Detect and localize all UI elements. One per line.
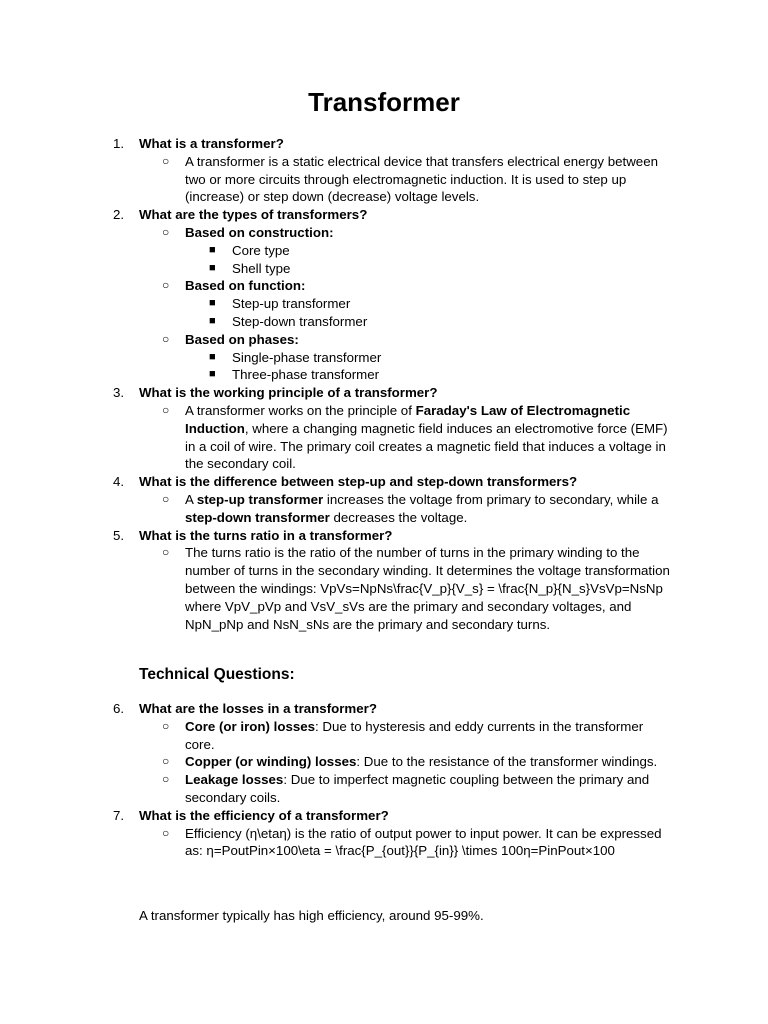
item-number: 6.: [113, 701, 125, 716]
answer-text: decreases the voltage.: [329, 509, 468, 525]
hollow-bullet-icon: ○: [162, 754, 170, 769]
item-number: 2.: [113, 207, 125, 223]
hollow-bullet-icon: ○: [162, 772, 170, 787]
hollow-bullet-icon: ○: [162, 825, 170, 840]
question-heading: What is the efficiency of a transformer?: [139, 807, 389, 823]
square-bullet-icon: ■: [209, 368, 216, 381]
closing-paragraph: A transformer typically has high efficiency, around 95-99%.: [139, 908, 484, 923]
answer-text: Efficiency (η\etaη) is the ratio of output power to input power. It can be expressed as: η=PoutPin×100\eta = \frac{P_{out}}{P_{in}} \times 100η=PinPout×100: [185, 825, 662, 859]
list-item: [0, 473, 675, 526]
question-heading: What is a transformer?: [139, 136, 284, 151]
item-number: 4.: [113, 474, 125, 490]
sub-item: Shell type: [232, 260, 291, 276]
hollow-bullet-icon: ○: [162, 224, 170, 239]
answer-text: increases the voltage from primary to secondary, while a: [323, 491, 659, 507]
answer-text: A transformer works on the principle of: [185, 402, 416, 418]
category-label: Based on function:: [185, 278, 306, 294]
item-number: 7.: [113, 807, 125, 823]
item-number: 5.: [113, 527, 125, 543]
hollow-bullet-icon: ○: [162, 491, 170, 506]
question-heading: What is the working principle of a transformer?: [139, 385, 438, 401]
square-bullet-icon: ■: [209, 314, 216, 327]
square-bullet-icon: ■: [209, 261, 216, 274]
questions-list-part2: [0, 700, 675, 860]
category-label: Based on phases:: [185, 331, 299, 347]
term: Core (or iron) losses: [185, 718, 316, 734]
category-label: Based on construction:: [185, 224, 334, 240]
answer-text: : Due to hysteresis and eddy currents in the transformer core.: [185, 718, 644, 752]
sub-item: Step-down transformer: [232, 313, 368, 329]
hollow-bullet-icon: ○: [162, 153, 170, 168]
sub-item: Core type: [232, 242, 290, 258]
hollow-bullet-icon: ○: [162, 402, 170, 417]
square-bullet-icon: ■: [209, 350, 216, 363]
list-item: [0, 206, 675, 384]
answer-text: A: [185, 491, 197, 507]
list-item: [0, 135, 675, 206]
answer-text: : Due to imperfect magnetic coupling between the primary and secondary coils.: [185, 772, 650, 805]
sub-item: Three-phase transformer: [232, 367, 380, 383]
answer-text: , where a changing magnetic field induces an electromotive force (EMF) in a coil of wire. The primary coil creates a magnetic field that induces a voltage in the secondary coil.: [185, 420, 668, 472]
square-bullet-icon: ■: [209, 297, 216, 310]
item-number: 1.: [113, 136, 125, 151]
term: step-up transformer: [196, 491, 324, 507]
questions-list-part1: [0, 135, 675, 633]
law-name: Faraday's Law of Electromagnetic Induction: [185, 402, 631, 436]
hollow-bullet-icon: ○: [162, 545, 170, 560]
question-heading: What are the types of transformers?: [139, 207, 368, 223]
list-item: [0, 807, 675, 860]
list-item: [0, 700, 675, 807]
term: Leakage losses: [185, 772, 284, 788]
item-number: 3.: [113, 385, 125, 401]
term: Copper (or winding) losses: [185, 754, 357, 770]
answer-text: A transformer is a static electrical device that transfers electrical energy between two or more circuits through electromagnetic induction. It is used to step up (increase) or step down (decrease) voltage levels.: [185, 153, 658, 205]
sub-item: Step-up transformer: [232, 296, 351, 312]
hollow-bullet-icon: ○: [162, 278, 170, 293]
question-heading: What are the losses in a transformer?: [139, 701, 377, 716]
page-title: Transformer: [308, 87, 460, 117]
hollow-bullet-icon: ○: [162, 718, 170, 733]
question-heading: What is the difference between step-up and step-down transformers?: [139, 474, 578, 490]
list-item: [0, 527, 675, 634]
question-heading: What is the turns ratio in a transformer?: [139, 527, 393, 543]
list-item: [0, 384, 675, 473]
hollow-bullet-icon: ○: [162, 331, 170, 346]
sub-item: Single-phase transformer: [232, 349, 382, 365]
answer-text: : Due to the resistance of the transformer windings.: [356, 754, 658, 770]
term: step-down transformer: [185, 509, 330, 525]
square-bullet-icon: ■: [209, 243, 216, 256]
section-heading: Technical Questions:: [139, 666, 295, 683]
answer-text: The turns ratio is the ratio of the number of turns in the primary winding to the number of turns in the secondary winding. It determines the voltage transformation between the windings: VpVs=NpNs\frac{V_p}{V_s} = \frac{N_p}{N_s}VsVp=NsNp where VpV_pVp and VsV_sVs are the primary and secondary voltages, and NpN_pNp and NsN_sNs are the primary and secondary turns.: [185, 545, 670, 632]
